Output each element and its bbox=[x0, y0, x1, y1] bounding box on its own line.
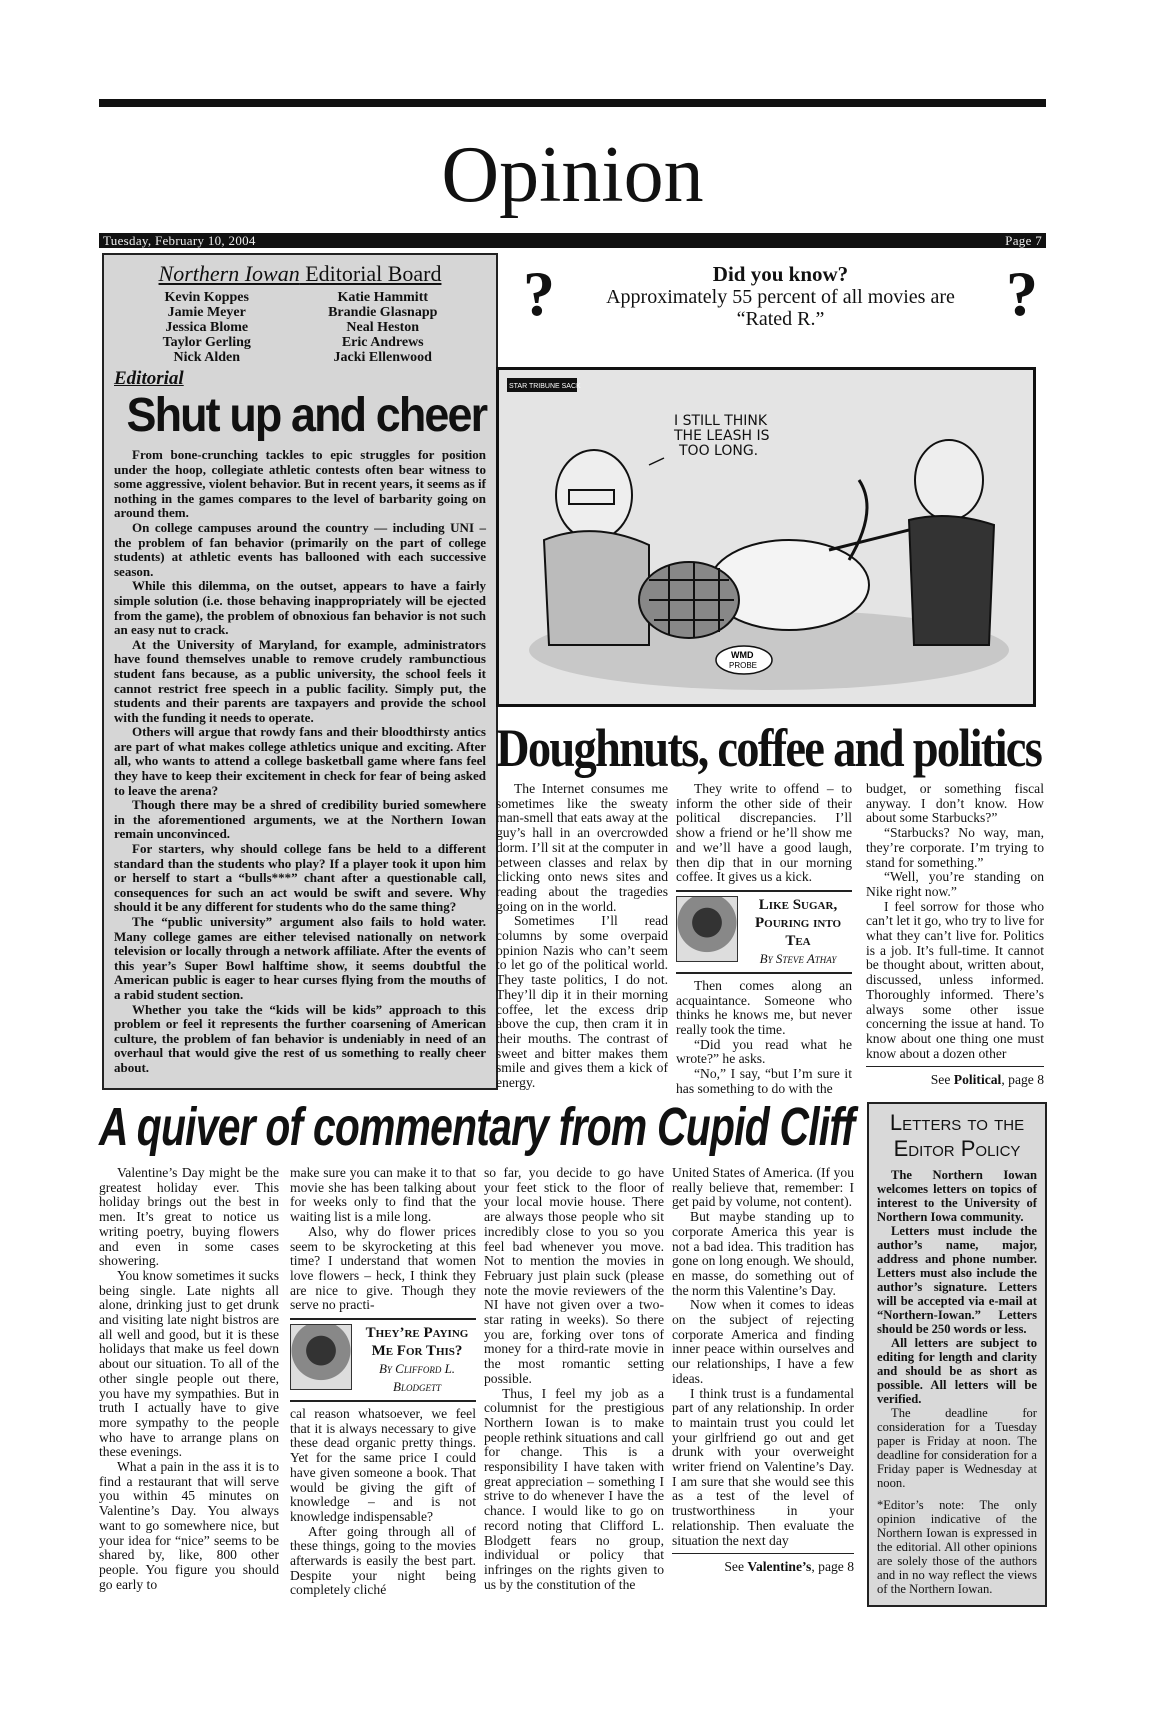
editors-note: *Editor’s note: The only opinion indicative of the Northern Iowan is expressed in the editorial. All other opinions are solely those of the authors and in no way reflect the views of the Northern Iowan. bbox=[877, 1498, 1037, 1596]
paragraph: Valentine’s Day might be the greatest holiday ever. This holiday brings out the best in men. It’s great to notice us writing poetry, buying flowers and even in some cases showering. bbox=[99, 1165, 279, 1269]
paragraph: What a pain in the ass it is to find a restaurant that will serve you within 45 minutes on Valentine’s Day. You always want to go somewhere nice, but your idea for “nice” seems to be shared by, like, 800 other people. You figure you should go early to bbox=[99, 1459, 279, 1592]
jump-link-political[interactable] bbox=[866, 1066, 1044, 1088]
paragraph: You know sometimes it sucks being single. Late nights all alone, drinking just to get drunk and visiting late night bistros are all well and good, but it is these holidays that make us feel down about our situation. To all of the other single people out there, you have my sympathies. But in truth I actually have to give more sympathy to the people who have to arrange plans on these evenings. bbox=[99, 1267, 279, 1460]
jump-suffix: , page 8 bbox=[1001, 1072, 1044, 1088]
paragraph: They write to offend – to inform the other side of their political discrepancies. I’ll show a friend or he’ll show me and we’ll have a good laugh, then dip that in our morning coffee. It gives us a kick. bbox=[676, 781, 852, 885]
paragraph: “Starbucks? No way, man, they’re corporate. I’m trying to stand for something.” bbox=[866, 825, 1044, 870]
column-name: Like Sugar, Pouring into Tea bbox=[754, 896, 842, 949]
right-figure bbox=[909, 440, 994, 645]
columnist-photo bbox=[676, 896, 738, 962]
doughnuts-column-1 bbox=[496, 782, 668, 1097]
paragraph: From bone-crunching tackles to epic struggles for position under the hoop, collegiate athletic contests often bear witness to some aggressive, violent behavior. But in recent years, it seems as if nothing in the games compares to the level of barbarity going on around them. bbox=[114, 447, 486, 521]
editorial-box bbox=[102, 253, 498, 1090]
tag-text: PROBE bbox=[729, 661, 758, 670]
paragraph: On college campuses around the country — including UNI – the problem of fan behavior (primarily on the part of college students) at athletic events has ballooned with each successive season. bbox=[114, 519, 486, 579]
question-mark-icon: ? bbox=[1006, 258, 1038, 329]
paragraph: Whether you take the “kids will be kids” approach to this problem or feel it represents the further coarsening of American culture, the problem of fan behavior is undeniably in need of an overhaul that would give the rest of us something to really cheer about. bbox=[114, 1001, 486, 1075]
tag-text: WMD bbox=[731, 650, 754, 660]
jump-suffix: , page 8 bbox=[811, 1559, 854, 1575]
page-number: Page 7 bbox=[1005, 233, 1042, 248]
editorial-body bbox=[114, 448, 486, 1076]
paper-name: Northern Iowan bbox=[158, 261, 300, 286]
paragraph: The “public university” argument also fails to hold water. Many college games are either televised nationally on network television or locally through a network affiliate. After the events of this year’s Super Bowl halftime show, it seems doubtful the American public is eager to hear curses flying from the mouths of a rabid student section. bbox=[114, 914, 486, 1002]
signature-text: STAR TRIBUNE SACK bbox=[509, 383, 581, 390]
byline: By Clifford L. Blodgett bbox=[378, 1361, 456, 1395]
jump-name: Valentine’s bbox=[747, 1559, 812, 1575]
paragraph: United States of America. (If you really believe that, remember: I get paid by volume, not content). bbox=[672, 1165, 854, 1210]
editorial-headline: Shut up and cheer bbox=[126, 389, 487, 442]
paragraph: Thus, I feel my job as a columnist for the prestigious Northern Iowan is to make people rethink situations and call for change. This is a responsibility I have taken with great appreciation – something I strive to do whenever I have the chance. I would like to go on record noting that Clifford L. Blodgett fears no group, individual or policy that infringes on the rights given to us by the constitution of the bbox=[484, 1385, 664, 1592]
date-bar bbox=[99, 233, 1046, 248]
paragraph: Now when it comes to ideas on the subject of rejecting corporate America and finding inner peace within ourselves and our relationships, I have a few ideas. bbox=[672, 1297, 854, 1386]
paragraph: The deadline for consideration for a Tuesday paper is Friday at noon. The deadline for consideration for a Friday paper is Wednesday at noon. bbox=[877, 1406, 1037, 1490]
section-title: Opinion bbox=[441, 131, 704, 219]
paragraph: But maybe standing up to corporate America this year is not a bad idea. This tradition has gone on long enough. We should, en masse, do something out of the norm this Valentine’s Day. bbox=[672, 1209, 854, 1298]
paragraph: The Internet consumes me sometimes like the sweaty man-smell that eats away at the guy’s hall in an overcrowded dorm. I’ll sit at the computer in between classes and relax by clicking onto news sites and reading about the tragedies going on in the world. bbox=[496, 781, 668, 914]
issue-date: Tuesday, February 10, 2004 bbox=[103, 233, 256, 248]
paragraph: “Did you read what he wrote?” he asks. bbox=[676, 1036, 852, 1067]
paragraph: Letters must include the author’s name, major, address and phone number. Letters must also include the author’s signature. Letters will be accepted via e-mail at “Northern-Iowan.” Letters should be 250 words or less. bbox=[877, 1224, 1037, 1336]
columnist-photo bbox=[290, 1324, 352, 1390]
paragraph: Though there may be a shred of credibility buried somewhere in the aforementioned arguments, we at the Northern Iowan remain unconvinced. bbox=[114, 797, 486, 842]
top-rule bbox=[99, 99, 1046, 107]
paragraph: Then comes along an acquaintance. Someone who thinks he knows me, but never really took the time. bbox=[676, 977, 852, 1038]
doughnuts-headline: Doughnuts, coffee and politics bbox=[496, 718, 1042, 778]
board-member: Kevin Koppes bbox=[164, 290, 249, 305]
board-member: Nick Alden bbox=[173, 350, 240, 365]
names-left bbox=[163, 290, 251, 365]
board-member: Neal Heston bbox=[346, 320, 420, 335]
paragraph: “Well, you’re standing on Nike right now.” bbox=[866, 869, 1044, 899]
paragraph: “No,” I say, “but I’m sure it has something to do with the bbox=[676, 1066, 852, 1096]
paragraph: While this dilemma, on the outset, appears to have a fairly simple solution (i.e. those behaving inappropriately will be ejected from the game), the problem of obnoxious fan behavior is not such an easy nut to crack. bbox=[114, 578, 486, 638]
cupid-column-4 bbox=[672, 1166, 854, 1606]
jump-prefix: See bbox=[724, 1559, 748, 1575]
did-you-know bbox=[515, 258, 1046, 333]
doughnuts-column-3 bbox=[866, 782, 1044, 1097]
jump-prefix: See bbox=[930, 1072, 954, 1088]
letters-policy-body bbox=[877, 1168, 1037, 1596]
left-figure bbox=[544, 450, 649, 645]
paragraph: All letters are subject to editing for length and clarity and should be as short as possible. All letters will be verified. bbox=[877, 1336, 1037, 1406]
paragraph: I feel sorrow for those who can’t let it go, who try to live for what they can’t live for. Politics is a job. It’s full-time. It cannot be thought about, written about, discussed, unless informed. Thoroughly informed. There’s always some other issue concerning the issue at hand. To know about one thing one must know about a dozen other bbox=[866, 898, 1044, 1061]
letters-policy-title: Letters to the Editor Policy bbox=[889, 1110, 1025, 1161]
editorial-headline-wrap bbox=[114, 390, 486, 442]
board-member: Taylor Gerling bbox=[162, 335, 251, 350]
board-member: Jacki Ellenwood bbox=[333, 350, 432, 365]
paragraph: Sometimes I’ll read columns by some overpaid opinion Nazis who can’t seem to let go of the political world. They taste politics, I do not. They’ll dip it in their morning coffee, let the excess drip above the cup, then cram it in their mouths. The contrast of sweet and bitter makes them smile and gives them a kick of energy. bbox=[496, 913, 668, 1091]
paragraph: After going through all of these things, going to the movies afterwards is easily the best part. Despite your night being completely cliché bbox=[290, 1523, 476, 1598]
board-member: Jamie Meyer bbox=[167, 305, 246, 320]
paragraph: cal reason whatsoever, we feel that it is always necessary to give these dead organic pretty things. Yet for the same price I could have given someone a book. That would be giving the gift of knowledge – and is not knowledge indispensable? bbox=[290, 1406, 476, 1524]
board-member: Brandie Glasnapp bbox=[328, 305, 438, 320]
board-member: Eric Andrews bbox=[341, 335, 424, 350]
paragraph: make sure you can make it to that movie she has been talking about for weeks only to find that the waiting list is a mile long. bbox=[290, 1165, 476, 1225]
paragraph: Also, why do flower prices seem to be skyrocketing at this time? I understand that women love flowers – heck, I think they are nice to give. Though they serve no practi- bbox=[290, 1223, 476, 1313]
letters-policy-box bbox=[867, 1102, 1047, 1607]
paragraph: I think trust is a fundamental part of any relationship. In order to maintain trust you could let your girlfriend go out and get drunk with your overweight writer friend on Valentine’s Day. I am sure that she would see this as a test of the level of trustworthiness in your relationship. Then evaluate the situation the next day bbox=[672, 1385, 854, 1548]
speech-text bbox=[673, 413, 770, 459]
paragraph: For starters, why should college fans be held to a different standard than the students who play? If a player took it upon him or herself to start a “bulls***” chant after a questionable call, consequences for such an act would be swift and severe. Why should it be any different for students who do the same thing? bbox=[114, 841, 486, 915]
speech-line: I STILL THINK bbox=[674, 413, 768, 429]
paragraph: so far, you decide to go have your feet stick to the floor of your local movie house. There are always those people who sit incredibly close to you so you feel bad whenever you move. Not to mention the movies in February just plain suck (please note the movie reviewers of the NI have not given over a two-star rating in weeks). So there you are, forking over tons of money for a third-rate movie in the most romantic setting possible. bbox=[484, 1165, 664, 1386]
doughnuts-column-2 bbox=[676, 782, 852, 1097]
board-member: Katie Hammitt bbox=[337, 290, 429, 305]
did-you-know-text: Approximately 55 percent of all movies are “Rated R.” bbox=[606, 286, 955, 330]
board-title-suffix: Editorial Board bbox=[299, 261, 442, 286]
paragraph: budget, or something fiscal anyway. I don’t know. How about some Starbucks?” bbox=[866, 781, 1044, 826]
cartoon-drawing bbox=[499, 370, 1033, 704]
paragraph: Others will argue that rowdy fans and their bloodthirsty antics are part of what makes college athletics unique and exciting. After all, who wants to attend a college basketball game where fans feel they have to keep their excitement in check for fear of being asked to leave the arena? bbox=[114, 724, 486, 798]
editorial-board-title bbox=[114, 261, 486, 286]
did-you-know-title: Did you know? bbox=[712, 262, 849, 286]
columnist-box bbox=[290, 1318, 476, 1402]
paragraph: At the University of Maryland, for example, administrators have found themselves unable to remove crudely rambunctious student fans because, as a public university, the school feels it cannot restrict free speech in a public facility. Simply put, the students and their parents are taxpayers and provide the school with the funding it needs to operate. bbox=[114, 636, 486, 725]
question-mark-icon: ? bbox=[523, 258, 555, 329]
jump-link-valentines[interactable] bbox=[672, 1553, 854, 1575]
names-right bbox=[328, 290, 437, 365]
cupid-column-3 bbox=[484, 1166, 664, 1606]
cupid-column-2 bbox=[290, 1166, 476, 1606]
editorial-label: Editorial bbox=[114, 368, 184, 389]
jump-name: Political bbox=[953, 1072, 1002, 1088]
byline: By Steve Athay bbox=[759, 950, 837, 966]
board-member: Jessica Blome bbox=[165, 320, 249, 335]
political-cartoon bbox=[496, 367, 1036, 707]
speech-line: TOO LONG. bbox=[679, 443, 759, 459]
column-name: They’re Paying Me For This? bbox=[365, 1325, 469, 1360]
editorial-board-names bbox=[114, 290, 486, 365]
columnist-box bbox=[676, 890, 852, 974]
cupid-column-1 bbox=[99, 1166, 279, 1606]
cupid-headline: A quiver of commentary from Cupid Cliff bbox=[99, 1097, 855, 1157]
speech-line: THE LEASH IS bbox=[674, 428, 770, 444]
paragraph: The Northern Iowan welcomes letters on topics of interest to the University of Northern Iowa community. bbox=[877, 1168, 1037, 1224]
